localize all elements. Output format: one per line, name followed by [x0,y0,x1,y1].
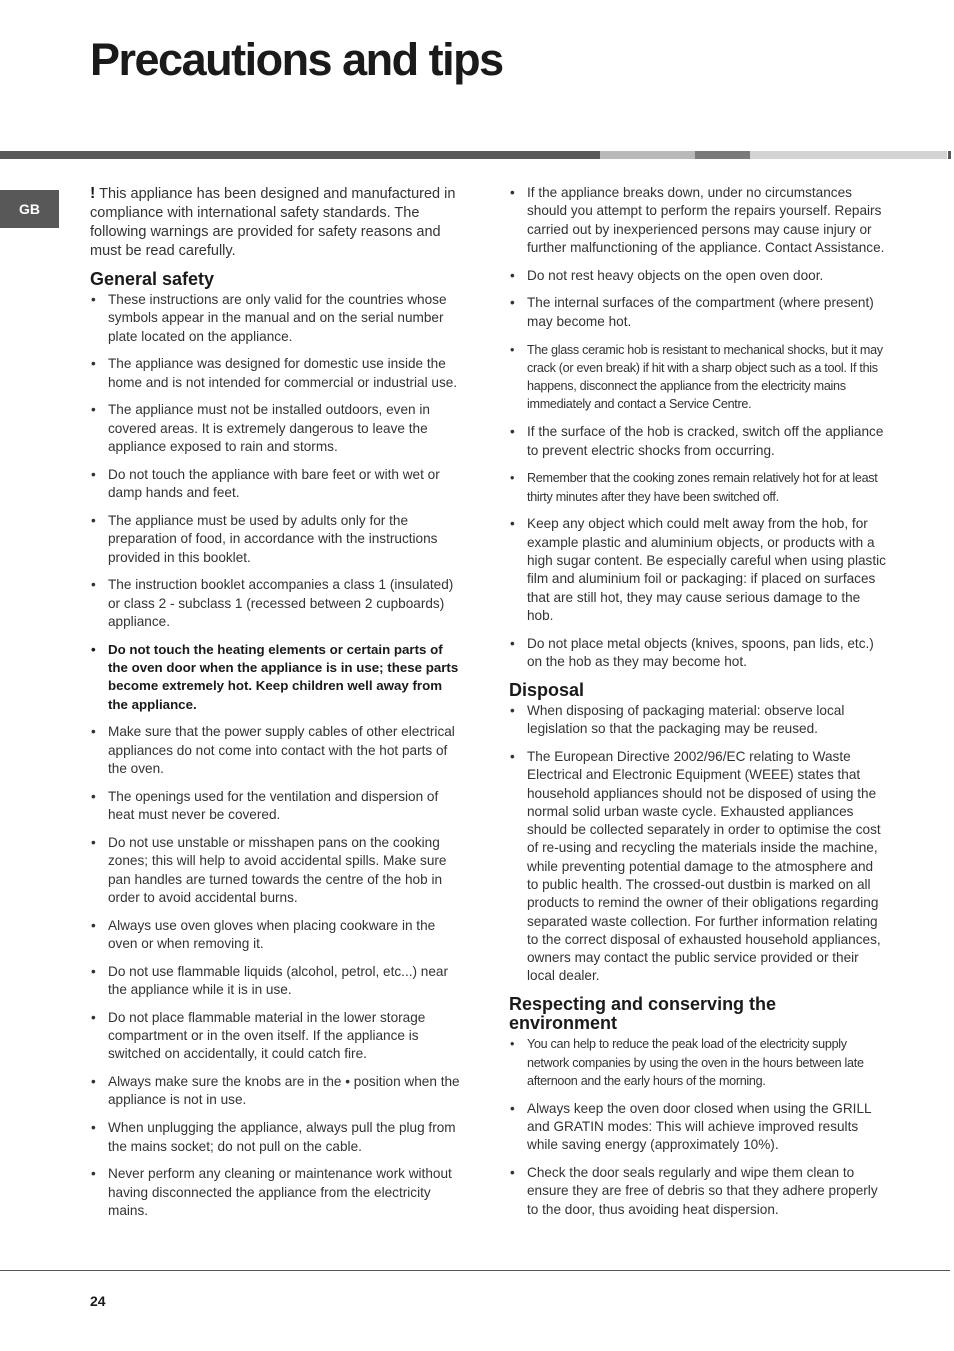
list-item: • The appliance was designed for domestic use inside the home and is not intended for commercial or industrial use. [90,355,462,392]
list-item: • Never perform any cleaning or maintenance work without having disconnected the appliance from the electricity mains. [90,1165,462,1220]
left-column [90,184,462,1230]
list-item: • The internal surfaces of the compartment (where present) may become hot. [509,294,887,331]
list-item: • When disposing of packaging material: observe local legislation so that the packaging may be reused. [509,702,887,739]
list-item: • Always use oven gloves when placing cookware in the oven or when removing it. [90,917,462,954]
list-item: • Always keep the oven door closed when using the GRILL and GRATIN modes: This will achieve improved results while saving energy (approximately 10%). [509,1100,887,1155]
list-item: • The appliance must be used by adults only for the preparation of food, in accordance with the instructions provided in this booklet. [90,512,462,567]
list-item: • Check the door seals regularly and wipe them clean to ensure they are free of debris so that they adhere properly to the door, thus avoiding heat dispersion. [509,1164,887,1219]
list-item: • Do not use unstable or misshapen pans on the cooking zones; this will help to avoid accidental spills. Make sure pan handles are turned towards the centre of the hob in order to avoid accidental burns. [90,834,462,907]
header-bar-dark [0,151,600,159]
footer-divider [0,1270,950,1271]
header-bar-light [600,151,695,159]
general-safety-list [90,291,462,1220]
list-item: • Do not place flammable material in the lower storage compartment or in the oven itself. If the appliance is switched on accidentally, it could catch fire. [90,1009,462,1064]
environment-heading: Respecting and conserving the environment [509,994,777,1034]
list-item: • The European Directive 2002/96/EC relating to Waste Electrical and Electronic Equipment (WEEE) states that household appliances should not be disposed of using the normal solid urban waste cycle. Exhausted appliances should be collected separately in order to optimise the cost of re-using and recycling the materials inside the machine, while preventing potential damage to the atmosphere and to public health. The crossed-out dustbin is marked on all products to remind the owner of their obligations regarding separated waste collection. For further information relating to the correct disposal of exhausted household appliances, owners may contact the public service provided or their local dealer. [509,748,887,986]
list-item: • If the surface of the hob is cracked, switch off the appliance to prevent electric shocks from occurring. [509,423,887,460]
right-column [509,184,887,1228]
list-item: • The openings used for the ventilation and dispersion of heat must never be covered. [90,788,462,825]
list-item: • You can help to reduce the peak load of the electricity supply network companies by using the oven in the hours between late afternoon and the early hours of the morning. [509,1035,887,1090]
list-item: • When unplugging the appliance, always pull the plug from the mains socket; do not pull on the cable. [90,1119,462,1156]
list-item: • Remember that the cooking zones remain relatively hot for at least thirty minutes after they have been switched off. [509,469,887,506]
list-item: • Do not place metal objects (knives, spoons, pan lids, etc.) on the hob as they may become hot. [509,635,887,672]
header-bar-end [948,151,951,159]
page-title: Precautions and tips [90,34,503,85]
list-item: • Do not rest heavy objects on the open oven door. [509,267,887,285]
list-item: • The instruction booklet accompanies a class 1 (insulated) or class 2 - subclass 1 (recessed between 2 cupboards) appliance. [90,576,462,631]
general-safety-heading: General safety [90,269,215,289]
intro-paragraph [90,184,462,261]
page-number: 24 [90,1293,106,1309]
environment-list [509,1035,887,1219]
list-item: • The appliance must not be installed outdoors, even in covered areas. It is extremely dangerous to leave the appliance exposed to rain and storms. [90,401,462,456]
header-bar-mid [695,151,750,159]
general-safety-list-continued [509,184,887,671]
disposal-list [509,702,887,986]
list-item: • Do not use flammable liquids (alcohol, petrol, etc...) near the appliance while it is in use. [90,963,462,1000]
list-item: • The glass ceramic hob is resistant to mechanical shocks, but it may crack (or even break) if hit with a sharp object such as a tool. If this happens, disconnect the appliance from the electricity mains immediately and contact a Service Centre. [509,341,887,414]
list-item: • Make sure that the power supply cables of other electrical appliances do not come into contact with the hot parts of the oven. [90,723,462,778]
header-bar-pale [750,151,947,159]
list-item: • If the appliance breaks down, under no circumstances should you attempt to perform the repairs yourself. Repairs carried out by inexperienced persons may cause injury or further malfunctioning of the appliance. Contact Assistance. [509,184,887,257]
intro-text: This appliance has been designed and manufactured in compliance with international safety standards. The following warnings are provided for safety reasons and must be read carefully. [90,186,456,259]
list-item: • Do not touch the appliance with bare feet or with wet or damp hands and feet. [90,466,462,503]
list-item: • Keep any object which could melt away from the hob, for example plastic and aluminium objects, or products with a high sugar content. Be especially careful when using plastic film and aluminium foil or packaging: if placed on surfaces that are still hot, they may cause serious damage to the hob. [509,515,887,625]
disposal-heading: Disposal [509,679,585,700]
language-tab: GB [0,190,59,228]
warning-mark: ! [90,185,96,202]
list-item: • These instructions are only valid for the countries whose symbols appear in the manual and on the serial number plate located on the appliance. [90,291,462,346]
list-item: • Always make sure the knobs are in the • position when the appliance is not in use. [90,1073,462,1110]
list-item-warning: • Do not touch the heating elements or certain parts of the oven door when the appliance is in use; these parts become extremely hot. Keep children well away from the appliance. [90,641,462,714]
